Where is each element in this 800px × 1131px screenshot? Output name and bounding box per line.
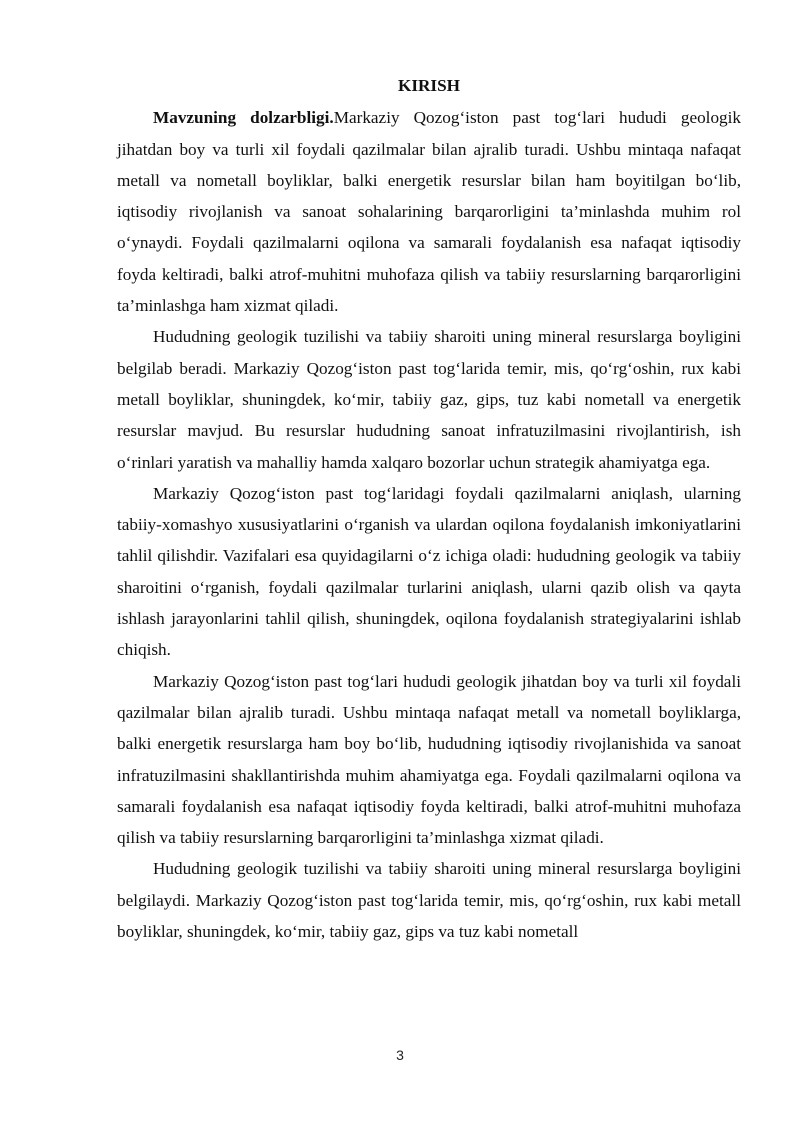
- paragraph-relevance: [117, 102, 741, 321]
- page-body: [117, 70, 741, 947]
- paragraph: Hududning geologik tuzilishi va tabiiy sharoiti uning mineral resurslarga boyligini belgilab beradi. Markaziy Qozog‘iston past tog‘larida temir, mis, qo‘rg‘oshin, rux kabi metall boyliklar, shuningdek, ko‘mir, tabiiy gaz, gips, tuz kabi nometall va energetik resurslar mavjud. Bu resurslar hududning sanoat infratuzilmasini rivojlantirish, ish o‘rinlari yaratish va mahalliy hamda xalqaro bozorlar uchun strategik ahamiyatga ega.: [117, 327, 741, 472]
- paragraph-lead: Mavzuning dolzarbligi.: [153, 108, 334, 128]
- paragraph: Hududning geologik tuzilishi va tabiiy sharoiti uning mineral resurslarga boyligini belgilaydi. Markaziy Qozog‘iston past tog‘larida temir, mis, qo‘rg‘oshin, rux kabi metall boyliklar, shuningdek, ko‘mir, tabiiy gaz, gips va tuz kabi nometall: [117, 859, 741, 942]
- section-heading: KIRISH: [397, 76, 461, 95]
- paragraph-text: Markaziy Qozog‘iston past tog‘lari hududi geologik jihatdan boy va turli xil foydali qazilmalar bilan ajralib turadi. Ushbu mintaqa nafaqat metall va nometall boyliklar, balki energetik resurslar bilan ham boyitilgan bo‘lib, iqtisodiy rivojlanish va sanoat sohalarining barqarorligini ta’minlashda muhim rol o‘ynaydi. Foydali qazilmalarni oqilona va samarali foydalanish esa nafaqat iqtisodiy foyda keltiradi, balki atrof-muhitni muhofaza qilish va tabiiy resurslarning barqarorligini ta’minlashga ham xizmat qiladi.: [117, 108, 741, 316]
- paragraph: Markaziy Qozog‘iston past tog‘laridagi foydali qazilmalarni aniqlash, ularning tabiiy-xomashyo xususiyatlarini o‘rganish va ulardan oqilona foydalanish imkoniyatlarini tahlil qilishdir. Vazifalari esa quyidagilarni o‘z ichiga oladi: hududning geologik va tabiiy sharoitini o‘rganish, foydali qazilmalar turlarini aniqlash, ularni qazib olish va qayta ishlash jarayonlarini tahlil qilish, shuningdek, oqilona foydalanish strategiyalarini ishlab chiqish.: [117, 483, 741, 660]
- paragraph: Markaziy Qozog‘iston past tog‘lari hududi geologik jihatdan boy va turli xil foydali qazilmalar bilan ajralib turadi. Ushbu mintaqa nafaqat metall va nometall boyliklarga, balki energetik resurslarga ham boy bo‘lib, hududning iqtisodiy rivojlanishida va sanoat infratuzilmasini shakllantirishda muhim ahamiyatga ega. Foydali qazilmalarni oqilona va samarali foydalanish esa nafaqat iqtisodiy foyda keltiradi, balki atrof-muhitni muhofaza qilish va tabiiy resurslarning barqarorligini ta’minlashga xizmat qiladi.: [117, 671, 741, 848]
- page-number: 3: [396, 1047, 404, 1063]
